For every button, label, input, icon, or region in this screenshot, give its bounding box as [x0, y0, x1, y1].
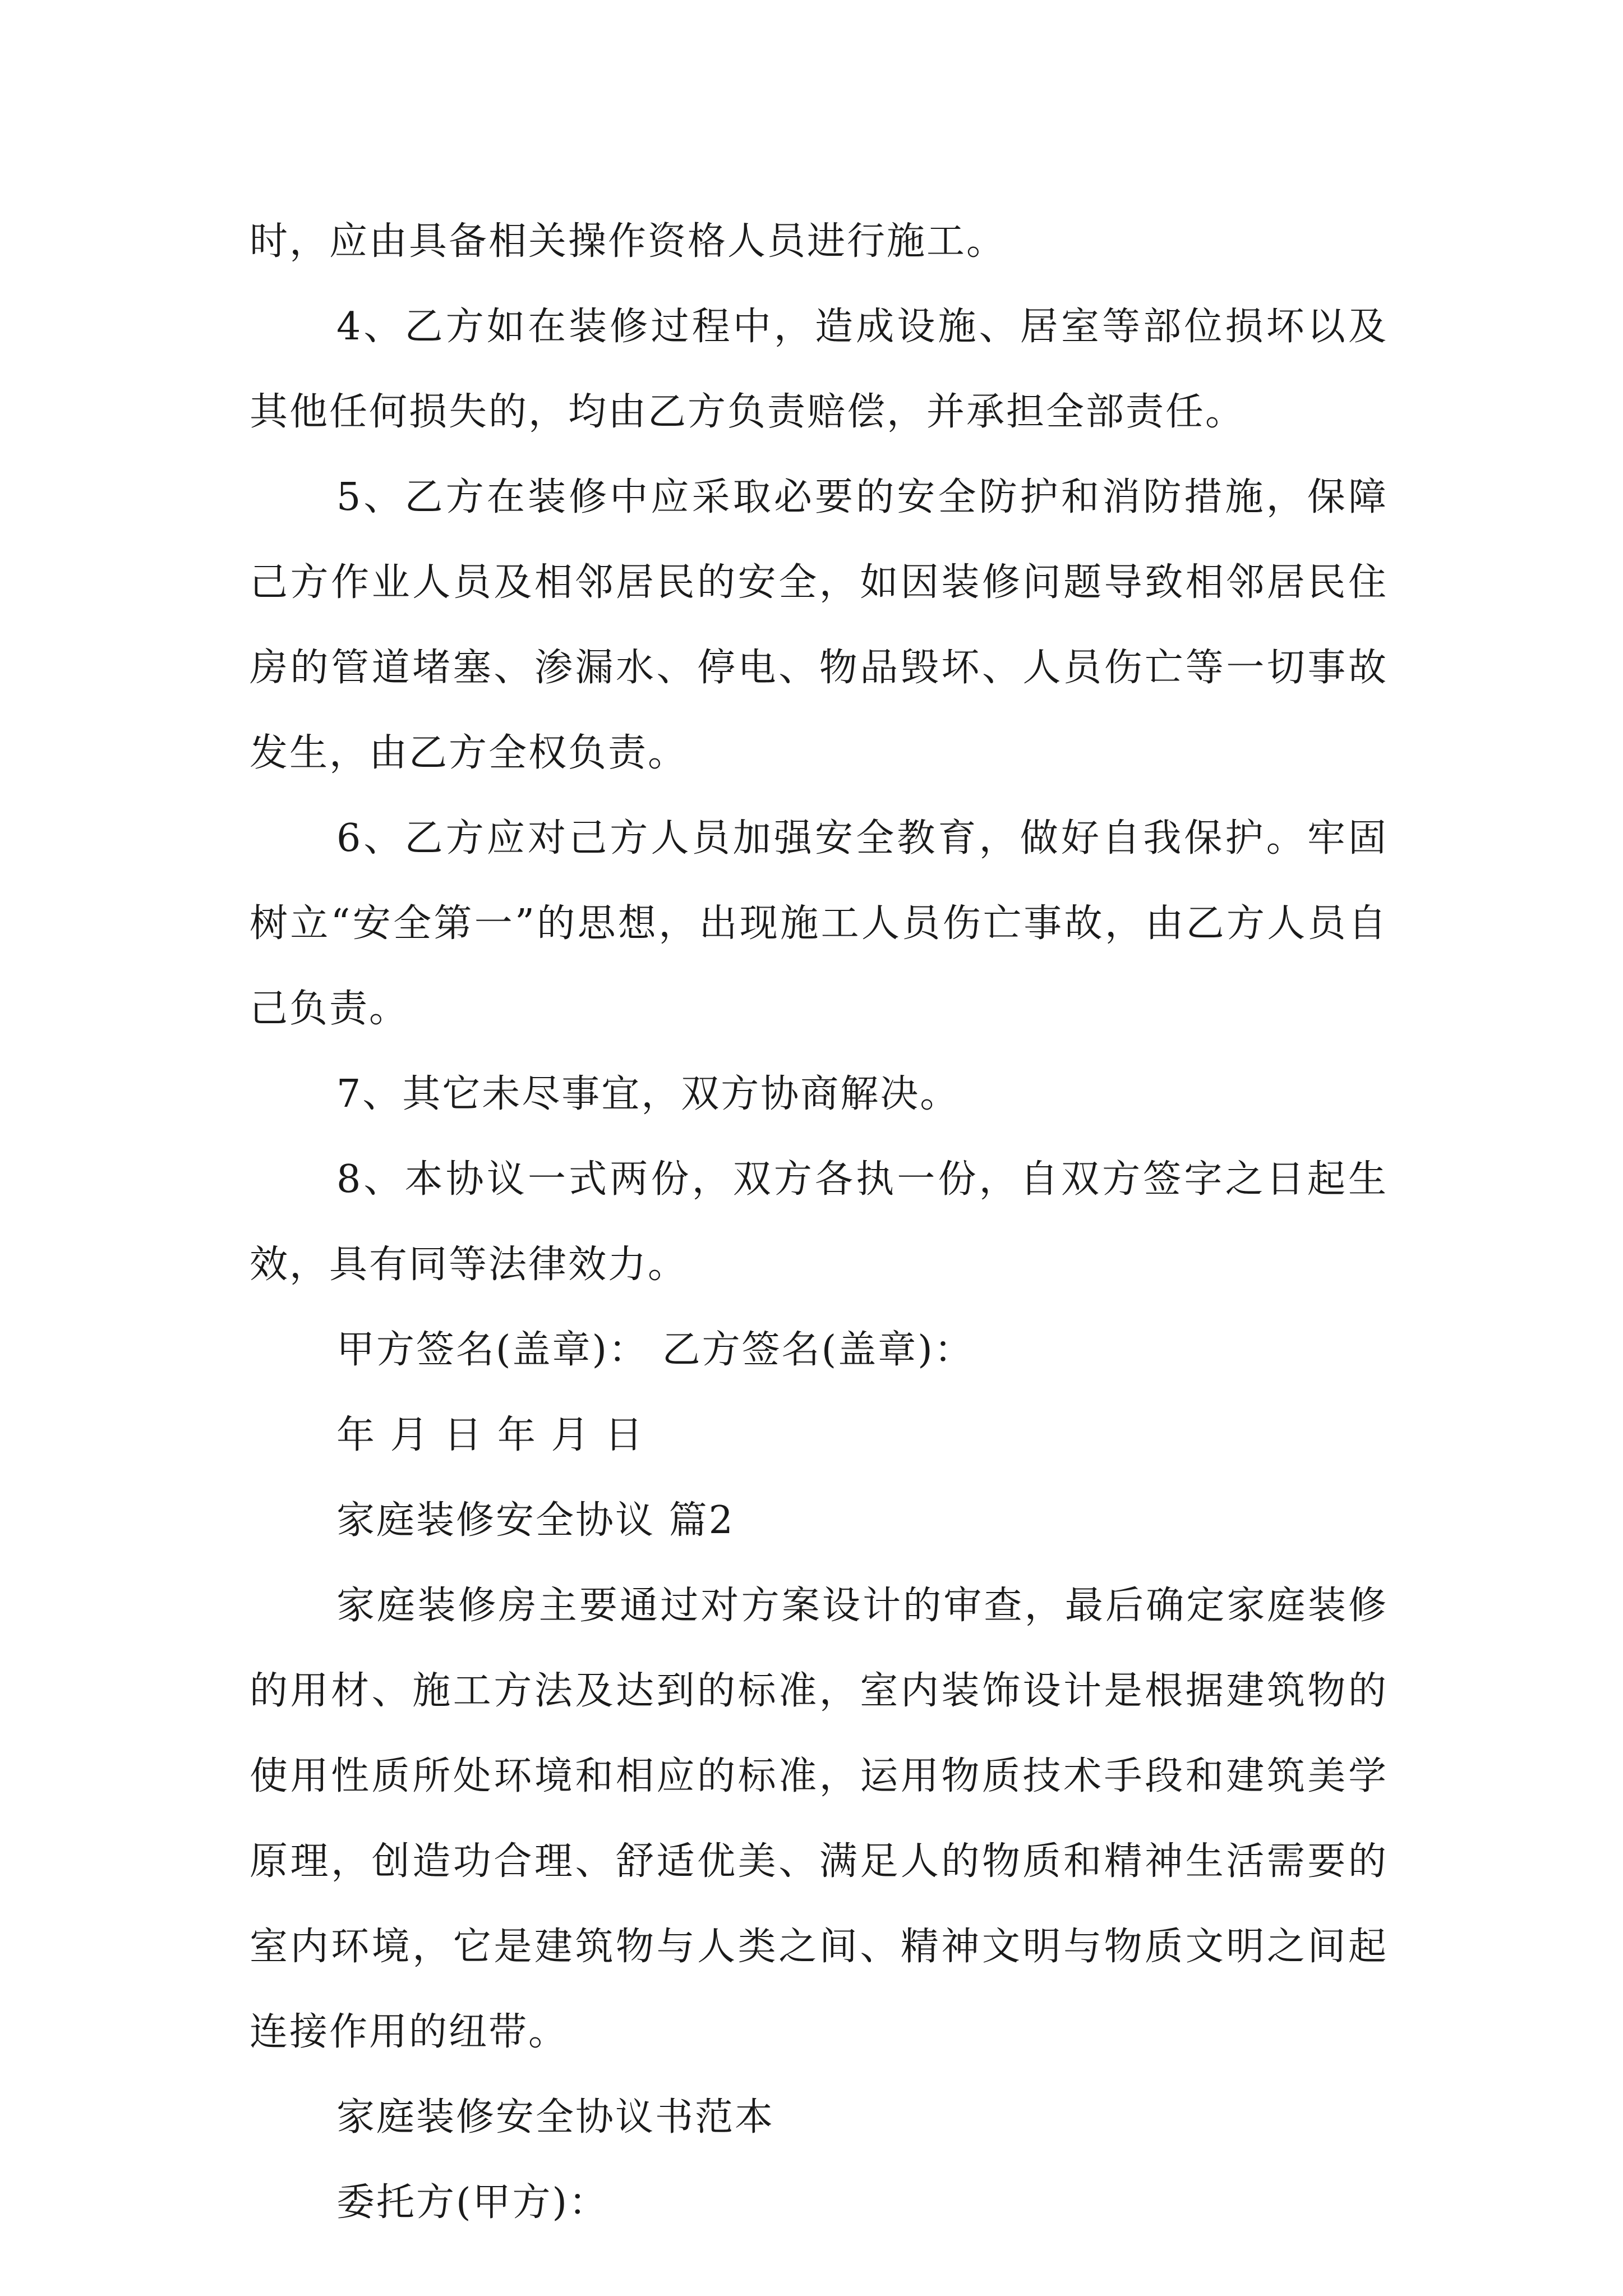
intro-paragraph: 家庭装修房主要通过对方案设计的审查，最后确定家庭装修的用材、施工方法及达到的标准，室内装饰设计是根据建筑物的使用性质所处环境和相应的标准，运用物质技术手段和建筑美学原理，创造功合理、舒适优美、满足人的物质和精神生活需要的室内环境，它是建筑物与人类之间、精神文明与物质文明之间起连接作用的纽带。 — [250, 1584, 1388, 2054]
clause-8: 8、本协议一式两份，双方各执一份，自双方签字之日起生效，具有同等法律效力。 — [250, 1157, 1388, 1287]
date-line: 年 月 日 年 月 日 — [336, 1413, 645, 1457]
template-title: 家庭装修安全协议书范本 — [336, 2095, 775, 2139]
section-title: 家庭装修安全协议 篇2 — [336, 1498, 735, 1543]
clause-7: 7、其它未尽事宜，双方协商解决。 — [336, 1072, 960, 1116]
document-body — [250, 199, 1388, 2246]
client-label: 委托方(甲方)： — [336, 2180, 609, 2225]
signature-line: 甲方签名(盖章)： 乙方签名(盖章)： — [336, 1328, 974, 1372]
clause-5: 5、乙方在装修中应采取必要的安全防护和消防措施，保障己方作业人员及相邻居民的安全，如因装修问题导致相邻居民住房的管道堵塞、渗漏水、停电、物品毁坏、人员伤亡等一切事故发生，由乙方全权负责。 — [250, 475, 1388, 775]
clause-4: 4、乙方如在装修过程中，造成设施、居室等部位损坏以及其他任何损失的，均由乙方负责赔偿，并承担全部责任。 — [250, 305, 1388, 434]
clause-6: 6、乙方应对己方人员加强安全教育，做好自我保护。牢固树立“安全第一”的思想，出现施工人员伤亡事故，由乙方人员自己负责。 — [250, 816, 1388, 1031]
paragraph-continuation: 时，应由具备相关操作资格人员进行施工。 — [250, 219, 1007, 264]
